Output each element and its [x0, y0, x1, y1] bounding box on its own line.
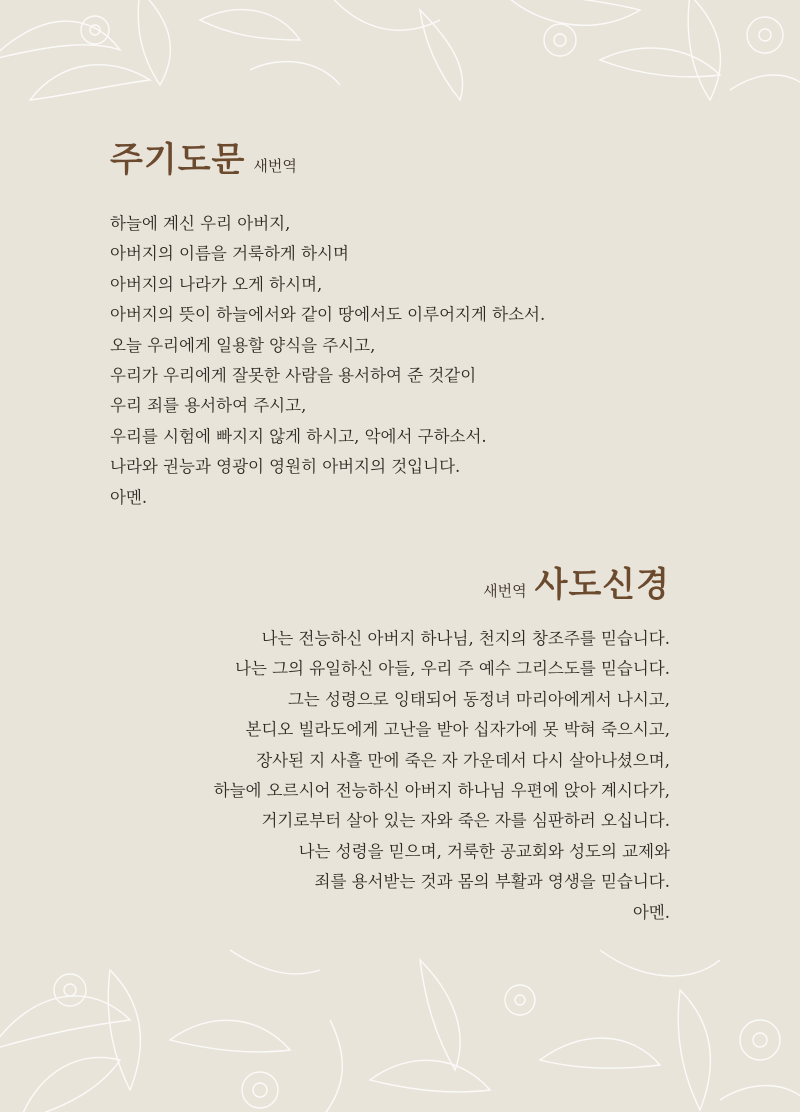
prayer-line: 하늘에 계신 우리 아버지,: [110, 214, 291, 233]
prayer-line: 아멘.: [110, 487, 148, 507]
prayer-line: 우리 죄를 용서하여 주시고,: [110, 396, 307, 416]
lords-prayer-title: 주기도문: [110, 140, 246, 180]
prayer-line: 아버지의 나라가 오게 하시며,: [110, 274, 323, 294]
apostles-creed-version: 새번역: [483, 582, 527, 600]
apostles-creed-text: [110, 624, 670, 928]
lords-prayer-section: [110, 140, 670, 513]
apostles-creed-title: 사도신경: [534, 565, 670, 605]
prayer-line: 나라와 권능과 영광이 영원히 아버지의 것입니다.: [110, 457, 461, 477]
prayer-line: 아버지의 뜻이 하늘에서와 같이 땅에서도 이루어지게 하소서.: [110, 305, 546, 325]
prayer-line: 오늘 우리에게 일용할 양식을 주시고,: [110, 335, 376, 355]
creed-line: 나는 전능하신 아버지 하나님, 천지의 창조주를 믿습니다.: [261, 629, 670, 648]
creed-line: 장사된 지 사흘 만에 죽은 자 가운데서 다시 살아나셨으며,: [256, 750, 670, 770]
lords-prayer-text: [110, 209, 670, 513]
creed-line: 죄를 용서받는 것과 몸의 부활과 영생을 믿습니다.: [314, 872, 670, 892]
creed-line: 하늘에 오르시어 전능하신 아버지 하나님 우편에 앉아 계시다가,: [213, 781, 670, 801]
creed-line: 본디오 빌라도에게 고난을 받아 십자가에 못 박혀 죽으시고,: [245, 720, 670, 740]
apostles-creed-heading: [110, 565, 670, 605]
lords-prayer-heading: [110, 140, 670, 180]
prayer-line: 아버지의 이름을 거룩하게 하시며: [110, 244, 349, 264]
creed-line: 나는 성령을 믿으며, 거룩한 공교회와 성도의 교제와: [298, 841, 670, 861]
prayer-line: 우리를 시험에 빠지지 않게 하시고, 악에서 구하소서.: [110, 426, 487, 446]
apostles-creed-section: [110, 565, 670, 928]
floral-border-top-icon: [0, 0, 800, 110]
creed-line: 아멘.: [632, 902, 670, 922]
prayer-line: 우리가 우리에게 잘못한 사람을 용서하여 준 것같이: [110, 366, 477, 386]
creed-line: 나는 그의 유일하신 아들, 우리 주 예수 그리스도를 믿습니다.: [235, 659, 670, 679]
floral-border-bottom-icon: [0, 930, 800, 1112]
creed-line: 그는 성령으로 잉태되어 동정녀 마리아에게서 나시고,: [287, 689, 670, 709]
creed-line: 거기로부터 살아 있는 자와 죽은 자를 심판하러 오십니다.: [261, 811, 670, 831]
lords-prayer-version: 새번역: [253, 157, 297, 175]
